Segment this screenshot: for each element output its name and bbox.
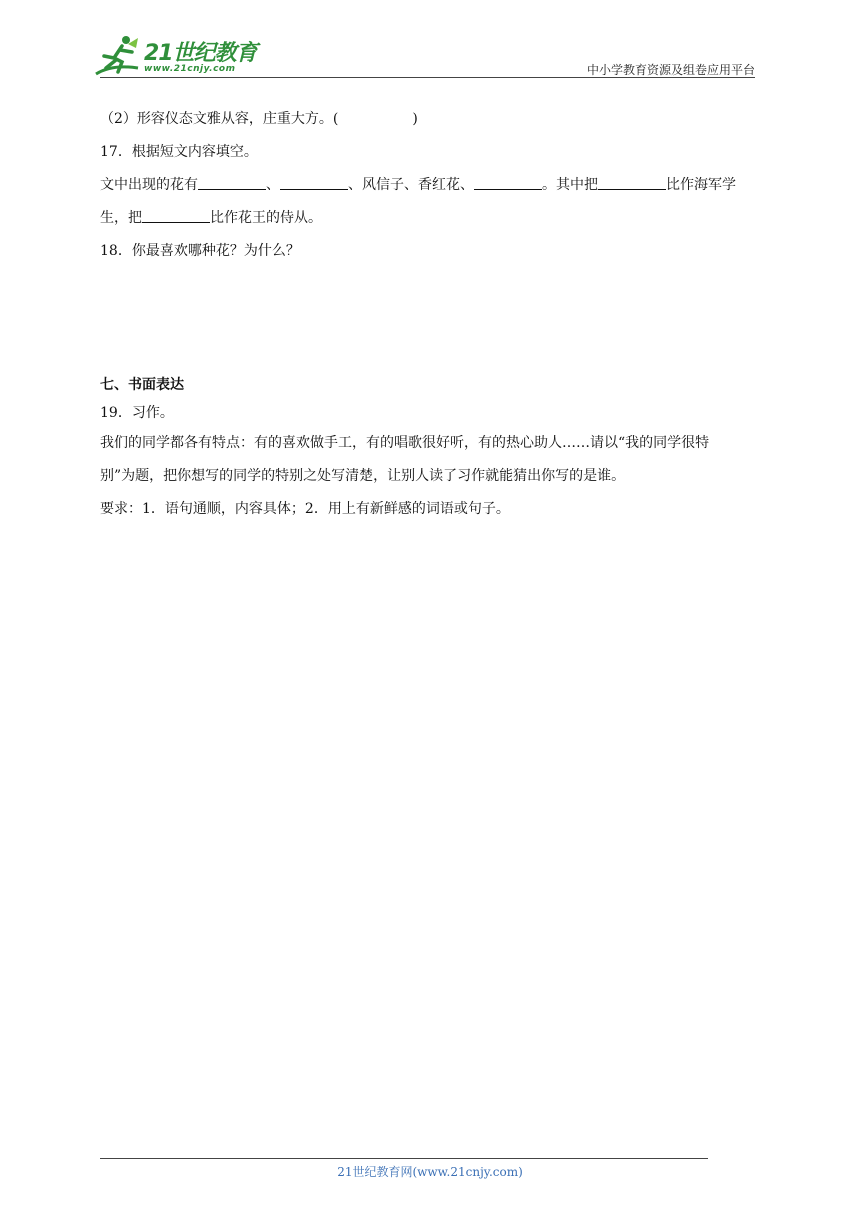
- q17-text-d: 生，把: [100, 210, 142, 226]
- fill-blank: [474, 175, 542, 190]
- q16-2-text: （2）形容仪态文雅从容，庄重大方。(: [100, 111, 339, 127]
- fill-blank: [280, 175, 348, 190]
- question-17-title: 17．根据短文内容填空。: [100, 144, 258, 160]
- document-body: [100, 103, 760, 526]
- header-divider: [100, 77, 755, 78]
- question-17-line-1: [100, 169, 760, 202]
- page-header: [0, 0, 860, 80]
- q17-text-c: 比作海军学: [666, 177, 736, 193]
- site-tagline: 中小学教育资源及组卷应用平台: [586, 63, 755, 77]
- q19-requirement: 要求：1．语句通顺，内容具体；2．用上有新鲜感的词语或句子。: [100, 501, 510, 517]
- q16-2-close: ): [412, 111, 418, 127]
- question-19-title: 19．习作。: [100, 405, 174, 421]
- logo-wordmark: 21世纪教育: [144, 41, 257, 66]
- q17-text-b: 。其中把: [542, 177, 598, 193]
- fill-blank: [198, 175, 266, 190]
- q17-sep-1: 、: [266, 177, 280, 193]
- q19-paragraph-2: 别”为题，把你想写的同学的特别之处写清楚，让别人读了习作就能猜出你写的是谁。: [100, 468, 626, 484]
- fill-blank: [142, 208, 210, 223]
- answer-space: [100, 268, 760, 371]
- fill-blank: [598, 175, 666, 190]
- footer-link[interactable]: 21世纪教育网(www.21cnjy.com): [337, 1165, 523, 1179]
- site-logo[interactable]: [92, 34, 262, 80]
- question-18-title: 18．你最喜欢哪种花？为什么？: [100, 243, 300, 259]
- section-7-title: 七、书面表达: [100, 377, 184, 393]
- q17-sep-2: 、风信子、香红花、: [348, 177, 474, 193]
- question-17-line-2: [100, 202, 760, 235]
- footer-divider: [100, 1158, 708, 1159]
- q17-text-a: 文中出现的花有: [100, 177, 198, 193]
- logo-url: www.21cnjy.com: [144, 64, 236, 74]
- q17-text-e: 比作花王的侍从。: [210, 210, 322, 226]
- q19-paragraph-1: 我们的同学都各有特点：有的喜欢做手工，有的唱歌很好听，有的热心助人……请以“我的同学很特: [100, 435, 710, 451]
- question-16-2: [100, 103, 760, 136]
- runner-logo-icon: [92, 34, 144, 78]
